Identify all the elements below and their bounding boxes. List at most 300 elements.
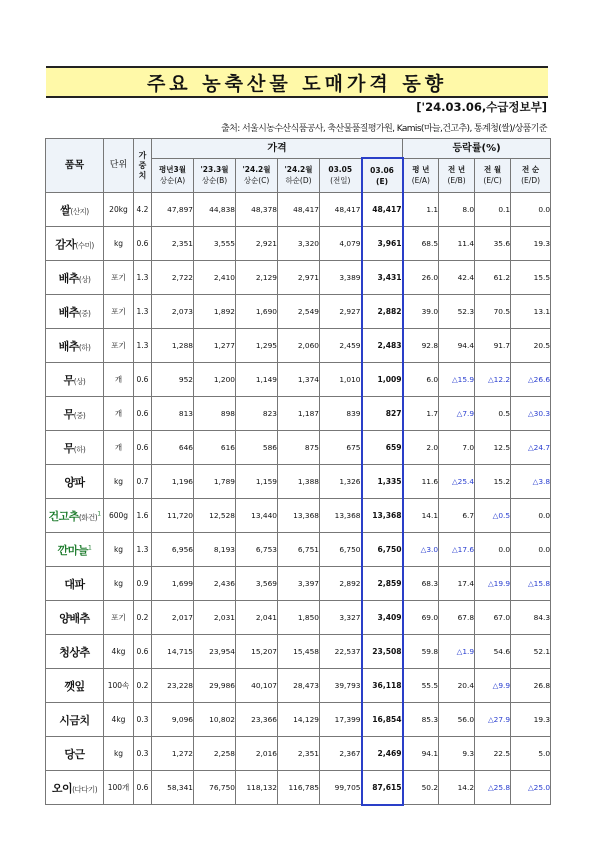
- header-rate-group: 등락률(%): [403, 139, 551, 159]
- price-cell: 116,785: [278, 771, 320, 805]
- rate-cell: △25.8: [475, 771, 511, 805]
- current-price-cell: 23,508: [362, 635, 403, 669]
- header-price-col: [278, 158, 320, 193]
- price-cell: 1,374: [278, 363, 320, 397]
- header-col-top: '24.2월: [284, 165, 313, 175]
- weight-cell: 0.3: [134, 703, 152, 737]
- rate-cell: 15.5: [511, 261, 551, 295]
- header-col-top: 평 년: [412, 165, 430, 175]
- title-banner: [46, 66, 548, 98]
- price-cell: 3,320: [278, 227, 320, 261]
- rate-cell: △27.9: [475, 703, 511, 737]
- item-name-cell: [46, 329, 104, 363]
- header-col-bottom: 상순(B): [201, 176, 228, 186]
- item-grade: (다다기): [72, 784, 98, 794]
- header-col-top: 전 월: [484, 165, 502, 175]
- unit-cell: kg: [104, 465, 134, 499]
- item-name-cell: [46, 193, 104, 227]
- current-price-cell: 1,009: [362, 363, 403, 397]
- price-cell: 23,366: [236, 703, 278, 737]
- table-row: [46, 295, 551, 329]
- price-cell: 23,228: [152, 669, 194, 703]
- price-cell: 1,789: [194, 465, 236, 499]
- price-cell: 1,288: [152, 329, 194, 363]
- price-cell: 1,272: [152, 737, 194, 771]
- table-row: [46, 465, 551, 499]
- price-cell: 952: [152, 363, 194, 397]
- header-item: 품목: [46, 139, 104, 193]
- price-cell: 14,715: [152, 635, 194, 669]
- rate-cell: 94.1: [403, 737, 439, 771]
- item-name: 건고추: [48, 509, 79, 523]
- weight-cell: 0.6: [134, 397, 152, 431]
- header-col-bottom: (E/D): [521, 176, 541, 186]
- price-cell: 2,410: [194, 261, 236, 295]
- price-cell: 4,079: [320, 227, 362, 261]
- price-cell: 1,326: [320, 465, 362, 499]
- item-name: 양배추: [59, 611, 90, 625]
- footnote-mark: 1: [88, 543, 92, 551]
- header-col-bottom: 상순(C): [243, 176, 270, 186]
- rate-cell: 0.0: [475, 533, 511, 567]
- date-line: ['24.03.06,수급정보부]: [416, 100, 547, 114]
- header-col-bottom: 상순(A): [159, 176, 186, 186]
- price-cell: 1,277: [194, 329, 236, 363]
- price-cell: 2,436: [194, 567, 236, 601]
- price-cell: 76,750: [194, 771, 236, 805]
- unit-cell: 600g: [104, 499, 134, 533]
- price-cell: 39,793: [320, 669, 362, 703]
- rate-cell: 50.2: [403, 771, 439, 805]
- rate-cell: 84.3: [511, 601, 551, 635]
- rate-cell: △3.0: [403, 533, 439, 567]
- price-cell: 6,753: [236, 533, 278, 567]
- current-price-cell: 48,417: [362, 193, 403, 227]
- item-name: 시금치: [59, 713, 90, 727]
- item-grade: (산지): [70, 206, 89, 216]
- price-cell: 1,850: [278, 601, 320, 635]
- table-row: [46, 261, 551, 295]
- item-name: 대파: [64, 577, 85, 591]
- price-cell: 8,193: [194, 533, 236, 567]
- weight-cell: 1.3: [134, 533, 152, 567]
- header-col-bottom: (E/C): [483, 176, 502, 186]
- item-grade: (화건): [78, 512, 98, 522]
- rate-cell: 9.3: [439, 737, 475, 771]
- unit-cell: 100개: [104, 771, 134, 805]
- rate-cell: 0.1: [475, 193, 511, 227]
- header-col-top: 전 순: [522, 165, 540, 175]
- price-cell: 2,129: [236, 261, 278, 295]
- price-cell: 3,569: [236, 567, 278, 601]
- item-name: 무: [63, 373, 74, 387]
- current-price-cell: 2,882: [362, 295, 403, 329]
- table-row: [46, 533, 551, 567]
- price-cell: 2,060: [278, 329, 320, 363]
- weight-cell: 0.3: [134, 737, 152, 771]
- unit-cell: 개: [104, 397, 134, 431]
- rate-cell: △25.0: [511, 771, 551, 805]
- item-name: 배추: [58, 339, 79, 353]
- price-cell: 6,751: [278, 533, 320, 567]
- price-cell: 14,129: [278, 703, 320, 737]
- weight-cell: 0.6: [134, 227, 152, 261]
- rate-cell: 59.8: [403, 635, 439, 669]
- current-price-cell: 3,431: [362, 261, 403, 295]
- rate-cell: 20.4: [439, 669, 475, 703]
- rate-cell: 11.4: [439, 227, 475, 261]
- header-col-bottom: (E/B): [447, 176, 466, 186]
- current-price-cell: 2,483: [362, 329, 403, 363]
- rate-cell: 1.1: [403, 193, 439, 227]
- item-name-cell: [46, 295, 104, 329]
- item-grade: (중): [78, 308, 91, 318]
- unit-cell: kg: [104, 567, 134, 601]
- price-cell: 2,722: [152, 261, 194, 295]
- table-row: [46, 703, 551, 737]
- price-cell: 2,921: [236, 227, 278, 261]
- item-grade: (상): [73, 376, 86, 386]
- price-cell: 2,927: [320, 295, 362, 329]
- price-cell: 13,440: [236, 499, 278, 533]
- rate-cell: 0.5: [475, 397, 511, 431]
- table-row: [46, 771, 551, 805]
- price-cell: 48,417: [320, 193, 362, 227]
- item-name-cell: [46, 533, 104, 567]
- current-price-cell: 36,118: [362, 669, 403, 703]
- rate-cell: 70.5: [475, 295, 511, 329]
- rate-cell: 26.0: [403, 261, 439, 295]
- rate-cell: 12.5: [475, 431, 511, 465]
- item-name-cell: [46, 771, 104, 805]
- rate-cell: 56.0: [439, 703, 475, 737]
- weight-cell: 0.6: [134, 363, 152, 397]
- unit-cell: 포기: [104, 601, 134, 635]
- rate-cell: △24.7: [511, 431, 551, 465]
- price-cell: 675: [320, 431, 362, 465]
- price-cell: 823: [236, 397, 278, 431]
- current-price-cell: 827: [362, 397, 403, 431]
- price-cell: 13,368: [278, 499, 320, 533]
- weight-cell: 0.7: [134, 465, 152, 499]
- rate-cell: △0.5: [475, 499, 511, 533]
- table-row: [46, 737, 551, 771]
- rate-cell: 13.1: [511, 295, 551, 329]
- price-cell: 1,690: [236, 295, 278, 329]
- rate-cell: 52.1: [511, 635, 551, 669]
- header-rate-col: [403, 158, 439, 193]
- unit-cell: 포기: [104, 261, 134, 295]
- price-cell: 1,159: [236, 465, 278, 499]
- price-cell: 2,031: [194, 601, 236, 635]
- item-name: 배추: [58, 271, 79, 285]
- table-row: [46, 669, 551, 703]
- unit-cell: 포기: [104, 329, 134, 363]
- price-cell: 2,258: [194, 737, 236, 771]
- header-col-top: 평년3월: [159, 165, 186, 175]
- price-cell: 2,367: [320, 737, 362, 771]
- header-col-top: '23.3월: [200, 165, 229, 175]
- rate-cell: 39.0: [403, 295, 439, 329]
- price-cell: 48,378: [236, 193, 278, 227]
- price-cell: 3,397: [278, 567, 320, 601]
- table-row: [46, 397, 551, 431]
- rate-cell: △26.6: [511, 363, 551, 397]
- rate-cell: 0.0: [511, 533, 551, 567]
- price-table: [45, 138, 551, 806]
- rate-cell: 19.3: [511, 227, 551, 261]
- current-price-cell: 3,961: [362, 227, 403, 261]
- rate-cell: △3.8: [511, 465, 551, 499]
- rate-cell: △12.2: [475, 363, 511, 397]
- weight-cell: 1.3: [134, 261, 152, 295]
- price-cell: 44,838: [194, 193, 236, 227]
- current-price-cell: 3,409: [362, 601, 403, 635]
- item-name: 감자: [55, 237, 76, 251]
- header-col-top: 전 년: [448, 165, 466, 175]
- item-grade: (상): [78, 274, 91, 284]
- price-cell: 2,016: [236, 737, 278, 771]
- price-cell: 1,187: [278, 397, 320, 431]
- price-cell: 1,699: [152, 567, 194, 601]
- table-row: [46, 363, 551, 397]
- price-cell: 22,537: [320, 635, 362, 669]
- rate-cell: 7.0: [439, 431, 475, 465]
- current-price-cell: 2,859: [362, 567, 403, 601]
- header-col-top: 03.06: [370, 165, 394, 175]
- price-cell: 3,327: [320, 601, 362, 635]
- item-name: 오이: [51, 781, 73, 795]
- header-price-col: [152, 158, 194, 193]
- rate-cell: 0.0: [511, 499, 551, 533]
- table-row: [46, 193, 551, 227]
- price-cell: 1,388: [278, 465, 320, 499]
- weight-cell: 4.2: [134, 193, 152, 227]
- header-col-bottom: (E/A): [411, 176, 430, 186]
- price-cell: 1,010: [320, 363, 362, 397]
- table-row: [46, 635, 551, 669]
- item-name-cell: [46, 227, 104, 261]
- item-name-cell: [46, 669, 104, 703]
- item-name: 양파: [64, 475, 85, 489]
- header-col-top: '24.2월: [242, 165, 271, 175]
- price-cell: 29,986: [194, 669, 236, 703]
- price-cell: 2,017: [152, 601, 194, 635]
- item-name-cell: [46, 635, 104, 669]
- rate-cell: 26.8: [511, 669, 551, 703]
- rate-cell: △17.6: [439, 533, 475, 567]
- price-cell: 13,368: [320, 499, 362, 533]
- table-row: [46, 431, 551, 465]
- unit-cell: 100속: [104, 669, 134, 703]
- rate-cell: △15.8: [511, 567, 551, 601]
- rate-cell: 55.5: [403, 669, 439, 703]
- rate-cell: 67.0: [475, 601, 511, 635]
- price-cell: 40,107: [236, 669, 278, 703]
- unit-cell: 4kg: [104, 703, 134, 737]
- rate-cell: △9.9: [475, 669, 511, 703]
- item-name-cell: [46, 431, 104, 465]
- price-cell: 48,417: [278, 193, 320, 227]
- weight-cell: 1.6: [134, 499, 152, 533]
- rate-cell: 68.5: [403, 227, 439, 261]
- weight-cell: 0.6: [134, 771, 152, 805]
- rate-cell: 15.2: [475, 465, 511, 499]
- rate-cell: 94.4: [439, 329, 475, 363]
- rate-cell: △30.3: [511, 397, 551, 431]
- price-cell: 813: [152, 397, 194, 431]
- price-cell: 1,295: [236, 329, 278, 363]
- rate-cell: 68.3: [403, 567, 439, 601]
- item-name: 무: [63, 407, 74, 421]
- item-name-cell: [46, 465, 104, 499]
- rate-cell: 1.7: [403, 397, 439, 431]
- rate-cell: 69.0: [403, 601, 439, 635]
- rate-cell: 20.5: [511, 329, 551, 363]
- rate-cell: 17.4: [439, 567, 475, 601]
- price-cell: 1,149: [236, 363, 278, 397]
- current-price-cell: 2,469: [362, 737, 403, 771]
- price-cell: 898: [194, 397, 236, 431]
- footnote-mark: 1: [97, 509, 101, 517]
- unit-cell: kg: [104, 227, 134, 261]
- table-row: [46, 601, 551, 635]
- header-col-top: 03.05: [328, 165, 353, 175]
- price-cell: 586: [236, 431, 278, 465]
- price-cell: 1,196: [152, 465, 194, 499]
- price-cell: 2,351: [152, 227, 194, 261]
- price-cell: 2,459: [320, 329, 362, 363]
- current-price-cell: 1,335: [362, 465, 403, 499]
- rate-cell: 19.3: [511, 703, 551, 737]
- rate-cell: 42.4: [439, 261, 475, 295]
- item-name-cell: [46, 499, 104, 533]
- unit-cell: kg: [104, 533, 134, 567]
- item-name: 청상추: [59, 645, 90, 659]
- unit-cell: kg: [104, 737, 134, 771]
- rate-cell: △7.9: [439, 397, 475, 431]
- header-rate-col: [511, 158, 551, 193]
- rate-cell: 14.1: [403, 499, 439, 533]
- rate-cell: 6.0: [403, 363, 439, 397]
- weight-cell: 0.2: [134, 601, 152, 635]
- price-cell: 118,132: [236, 771, 278, 805]
- price-cell: 3,555: [194, 227, 236, 261]
- price-cell: 10,802: [194, 703, 236, 737]
- price-cell: 99,705: [320, 771, 362, 805]
- table-row: [46, 227, 551, 261]
- weight-cell: 0.6: [134, 635, 152, 669]
- item-grade: (하): [73, 444, 86, 454]
- price-cell: 17,399: [320, 703, 362, 737]
- price-cell: 6,956: [152, 533, 194, 567]
- rate-cell: 11.6: [403, 465, 439, 499]
- price-cell: 23,954: [194, 635, 236, 669]
- weight-cell: 1.3: [134, 295, 152, 329]
- rate-cell: 5.0: [511, 737, 551, 771]
- table-row: [46, 499, 551, 533]
- price-cell: 15,458: [278, 635, 320, 669]
- item-name-cell: [46, 397, 104, 431]
- item-name: 당근: [64, 747, 85, 761]
- weight-cell: 1.3: [134, 329, 152, 363]
- rate-cell: 8.0: [439, 193, 475, 227]
- item-name-cell: [46, 601, 104, 635]
- price-cell: 2,073: [152, 295, 194, 329]
- unit-cell: 포기: [104, 295, 134, 329]
- rate-cell: 22.5: [475, 737, 511, 771]
- item-name: 쌀: [60, 203, 71, 217]
- item-name-cell: [46, 737, 104, 771]
- price-cell: 839: [320, 397, 362, 431]
- table-row: [46, 567, 551, 601]
- current-price-cell: 87,615: [362, 771, 403, 805]
- table-row: [46, 329, 551, 363]
- item-name: 무: [63, 441, 74, 455]
- page-title: 주요 농축산물 도매가격 동향: [146, 72, 448, 95]
- header-price-col: [362, 158, 403, 193]
- item-name-cell: [46, 567, 104, 601]
- rate-cell: 91.7: [475, 329, 511, 363]
- rate-cell: 61.2: [475, 261, 511, 295]
- rate-cell: △19.9: [475, 567, 511, 601]
- price-cell: 875: [278, 431, 320, 465]
- item-name: 배추: [58, 305, 79, 319]
- current-price-cell: 16,854: [362, 703, 403, 737]
- rate-cell: 6.7: [439, 499, 475, 533]
- unit-cell: 개: [104, 431, 134, 465]
- rate-cell: 0.0: [511, 193, 551, 227]
- header-price-col: [236, 158, 278, 193]
- price-cell: 646: [152, 431, 194, 465]
- header-weight: 가중치: [134, 139, 152, 193]
- current-price-cell: 6,750: [362, 533, 403, 567]
- weight-cell: 0.2: [134, 669, 152, 703]
- price-cell: 11,720: [152, 499, 194, 533]
- header-col-bottom: 하순(D): [285, 176, 312, 186]
- price-cell: 47,897: [152, 193, 194, 227]
- price-cell: 58,341: [152, 771, 194, 805]
- item-grade: (중): [73, 410, 86, 420]
- header-price-col: [194, 158, 236, 193]
- item-name-cell: [46, 261, 104, 295]
- rate-cell: 85.3: [403, 703, 439, 737]
- price-cell: 1,200: [194, 363, 236, 397]
- price-cell: 616: [194, 431, 236, 465]
- price-cell: 15,207: [236, 635, 278, 669]
- rate-cell: 14.2: [439, 771, 475, 805]
- rate-cell: 35.6: [475, 227, 511, 261]
- header-unit: 단위: [104, 139, 134, 193]
- unit-cell: 개: [104, 363, 134, 397]
- price-cell: 12,528: [194, 499, 236, 533]
- item-name-cell: [46, 363, 104, 397]
- rate-cell: 52.3: [439, 295, 475, 329]
- header-col-bottom: (E): [376, 176, 389, 186]
- item-name-cell: [46, 703, 104, 737]
- price-cell: 2,971: [278, 261, 320, 295]
- price-cell: 3,389: [320, 261, 362, 295]
- header-rate-col: [475, 158, 511, 193]
- rate-cell: △25.4: [439, 465, 475, 499]
- item-grade: (수미): [75, 240, 94, 250]
- price-cell: 28,473: [278, 669, 320, 703]
- header-price-col: [320, 158, 362, 193]
- item-grade: (하): [78, 342, 91, 352]
- header-rate-col: [439, 158, 475, 193]
- header-price-group: 가격: [152, 139, 403, 159]
- price-cell: 9,096: [152, 703, 194, 737]
